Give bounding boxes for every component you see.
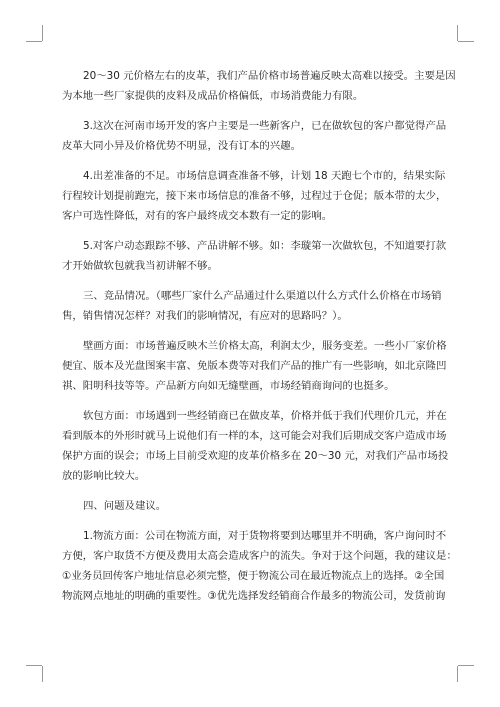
- text-line: 方便，客户取货不方便及费用太高会造成客户的流失。争对于这个问题，我的建议是：: [62, 550, 457, 562]
- crop-mark-bottom-right-h: [458, 665, 474, 666]
- text-line: ①业务员回传客户地址信息必须完整，便于物流公司在最近物流点上的选择。②全国: [62, 570, 445, 582]
- text-line: 四、问题及建议。: [83, 500, 167, 512]
- text-line: 为本地一些厂家提供的皮料及成品价格偏低，市场消费能力有限。: [62, 90, 364, 102]
- paragraph-preparation: [62, 166, 447, 226]
- crop-mark-top-left-v: [42, 25, 43, 41]
- paragraph-price-feedback: [62, 66, 456, 106]
- text-line: 5.对客户动态跟踪不够、产品讲解不够。如：李璇第一次做软包，不知道要打款: [83, 240, 447, 252]
- crop-mark-bottom-left-v: [42, 666, 43, 682]
- text-line: 皮革大同小异及价格优势不明显，没有订本的兴趣。: [62, 140, 301, 152]
- text-line: 1.物流方面：公司在物流方面，对于货物将要到达哪里并不明确，客户询问时不: [83, 530, 447, 542]
- paragraph-follow-up: [62, 236, 447, 276]
- text-line: 壁画方面：市场普遍反映木兰价格太高，利润太少，服务变差。一些小厂家价格: [83, 340, 447, 352]
- text-line: 20～30 元价格左右的皮革，我们产品价格市场普遍反映太高难以接受。主要是因: [83, 70, 456, 82]
- text-line: 便宜、版本及光盘图案丰富、免版本费等对我们产品的推广有一些影响，如北京隆凹: [62, 360, 447, 372]
- crop-mark-bottom-right-v: [457, 666, 458, 682]
- paragraph-new-customers: [62, 116, 447, 156]
- text-line: 行程较计划提前跑完，接下来市场信息的准备不够，过程过于仓促；版本带的太少，: [62, 190, 447, 202]
- document-body: [62, 66, 457, 606]
- crop-mark-top-right-v: [457, 25, 458, 41]
- text-line: 4.出差准备的不足。市场信息调查准备不够，计划 18 天跑七个市的，结果实际: [83, 170, 446, 182]
- text-line: 才开始做软包就我当初讲解不够。: [62, 260, 218, 272]
- text-line: 3.这次在河南市场开发的客户主要是一些新客户，已在做软包的客户都觉得产品: [83, 120, 447, 132]
- text-line: 祺、阳明科技等等。产品新方向如无缝壁画，市场经销商询问的也挺多。: [62, 380, 395, 392]
- section-heading-competition: [62, 286, 440, 326]
- crop-mark-bottom-left-h: [26, 665, 42, 666]
- paragraph-murals: [62, 336, 447, 396]
- paragraph-logistics: [62, 526, 457, 606]
- section-heading-issues: [62, 496, 440, 516]
- text-line: 保护方面的误会；市场上目前受欢迎的皮革价格多在 20～30 元，对我们产品市场投: [62, 450, 449, 462]
- text-line: 放的影响比较大。: [62, 470, 146, 482]
- text-line: 三、竞品情况。（哪些厂家什么产品通过什么渠道以什么方式什么价格在市场销: [83, 290, 442, 302]
- text-line: 售，销售情况怎样？对我们的影响情况，有应对的思路吗？）。: [62, 310, 348, 322]
- text-line: 客户可选性降低，对有的客户最终成交本数有一定的影响。: [62, 210, 333, 222]
- paragraph-soft-pack: [62, 406, 449, 486]
- text-line: 看到版本的外形时就马上说他们有一样的本，这可能会对我们后期成交客户造成市场: [62, 430, 447, 442]
- text-line: 软包方面：市场遇到一些经销商已在做皮革，价格并低于我们代理价几元，并在: [83, 410, 447, 422]
- crop-mark-top-right-h: [458, 41, 474, 42]
- text-line: 物流网点地址的明确的重要性。③优先选择发经销商合作最多的物流公司，发货前询: [62, 590, 446, 602]
- crop-mark-top-left-h: [26, 41, 42, 42]
